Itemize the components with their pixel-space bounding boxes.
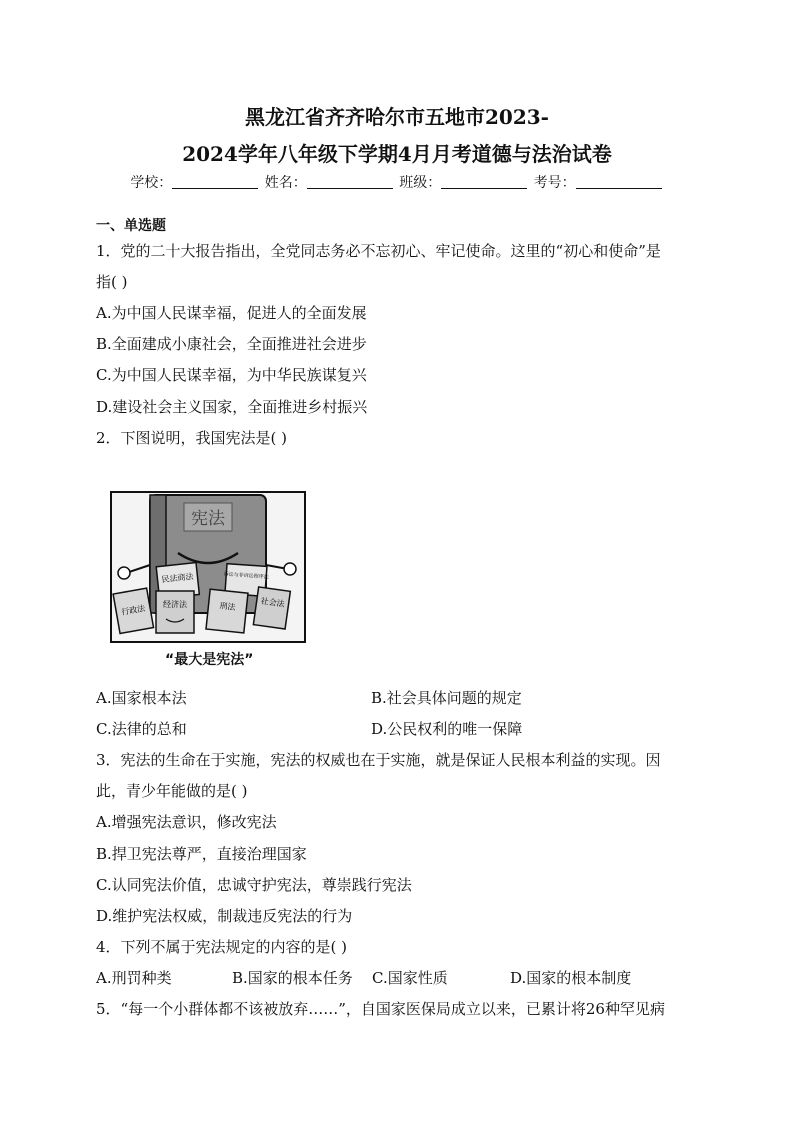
number-label: 考号：	[533, 175, 576, 191]
svg-text:经济法: 经济法	[163, 600, 187, 609]
q2-option-d: D.公民权利的唯一保障	[371, 720, 523, 738]
q2-option-c: C.法律的总和	[96, 720, 187, 738]
constitution-cartoon	[110, 491, 306, 643]
q2-option-a: A.国家根本法	[96, 689, 187, 707]
q3-option-b: B.捍卫宪法尊严，直接治理国家	[96, 845, 307, 863]
economic-law-book	[156, 591, 194, 633]
name-label: 姓名：	[264, 175, 307, 191]
svg-text:社会法: 社会法	[260, 596, 286, 609]
q1-option-d: D.建设社会主义国家，全面推进乡村振兴	[96, 398, 368, 416]
q4-option-c: C.国家性质	[372, 969, 448, 987]
figure-caption: “最大是宪法”	[165, 652, 254, 668]
q3-option-c: C.认同宪法价值，忠诚守护宪法，尊崇践行宪法	[96, 876, 412, 894]
q3-stem-line2: 此，青少年能做的是( )	[96, 782, 248, 800]
class-blank[interactable]	[441, 174, 527, 189]
exam-title-line1: 黑龙江省齐齐哈尔市五地市2023-	[245, 105, 549, 129]
q1-option-b: B.全面建成小康社会，全面推进社会进步	[96, 335, 367, 353]
number-blank[interactable]	[576, 174, 662, 189]
exam-title-line2: 2024学年八年级下学期4月月考道德与法治试卷	[182, 142, 612, 166]
svg-text:诉讼与非诉讼程序法: 诉讼与非诉讼程序法	[223, 571, 269, 581]
q3-option-a: A.增强宪法意识，修改宪法	[96, 813, 277, 831]
q4-stem: 4．下列不属于宪法规定的内容的是( )	[96, 938, 348, 956]
q1-option-a: A.为中国人民谋幸福，促进人的全面发展	[96, 304, 367, 322]
section-heading: 一、单选题	[96, 218, 166, 234]
q4-option-a: A.刑罚种类	[96, 969, 172, 987]
class-label: 班级：	[399, 175, 442, 191]
q2-option-b: B.社会具体问题的规定	[371, 689, 522, 707]
q2-stem: 2．下图说明，我国宪法是( )	[96, 429, 288, 447]
q1-stem-line1: 1．党的二十大报告指出，全党同志务必不忘初心、牢记使命。这里的“初心和使命”是	[96, 242, 661, 260]
svg-text:刑法: 刑法	[219, 601, 236, 612]
svg-text:行政法: 行政法	[120, 603, 146, 617]
q5-stem-line1: 5．“每一个小群体都不该被放弃……”，自国家医保局成立以来，已累计将26种罕见病	[96, 1000, 665, 1018]
constitution-label: 宪法	[191, 509, 225, 529]
school-label: 学校：	[130, 175, 173, 191]
q3-stem-line1: 3．宪法的生命在于实施，宪法的权威也在于实施，就是保证人民根本利益的实现。因	[96, 751, 661, 769]
student-info-row	[0, 172, 794, 192]
svg-text:民法商法: 民法商法	[161, 571, 194, 585]
cartoon-illustration	[112, 493, 304, 641]
social-law-book	[253, 587, 290, 629]
q3-option-d: D.维护宪法权威，制裁违反宪法的行为	[96, 907, 353, 925]
q1-stem-line2: 指( )	[96, 273, 128, 291]
name-blank[interactable]	[307, 174, 393, 189]
q4-option-d: D.国家的根本制度	[510, 969, 632, 987]
school-blank[interactable]	[172, 174, 258, 189]
q4-option-b: B.国家的根本任务	[232, 969, 353, 987]
q1-option-c: C.为中国人民谋幸福，为中华民族谋复兴	[96, 366, 367, 384]
